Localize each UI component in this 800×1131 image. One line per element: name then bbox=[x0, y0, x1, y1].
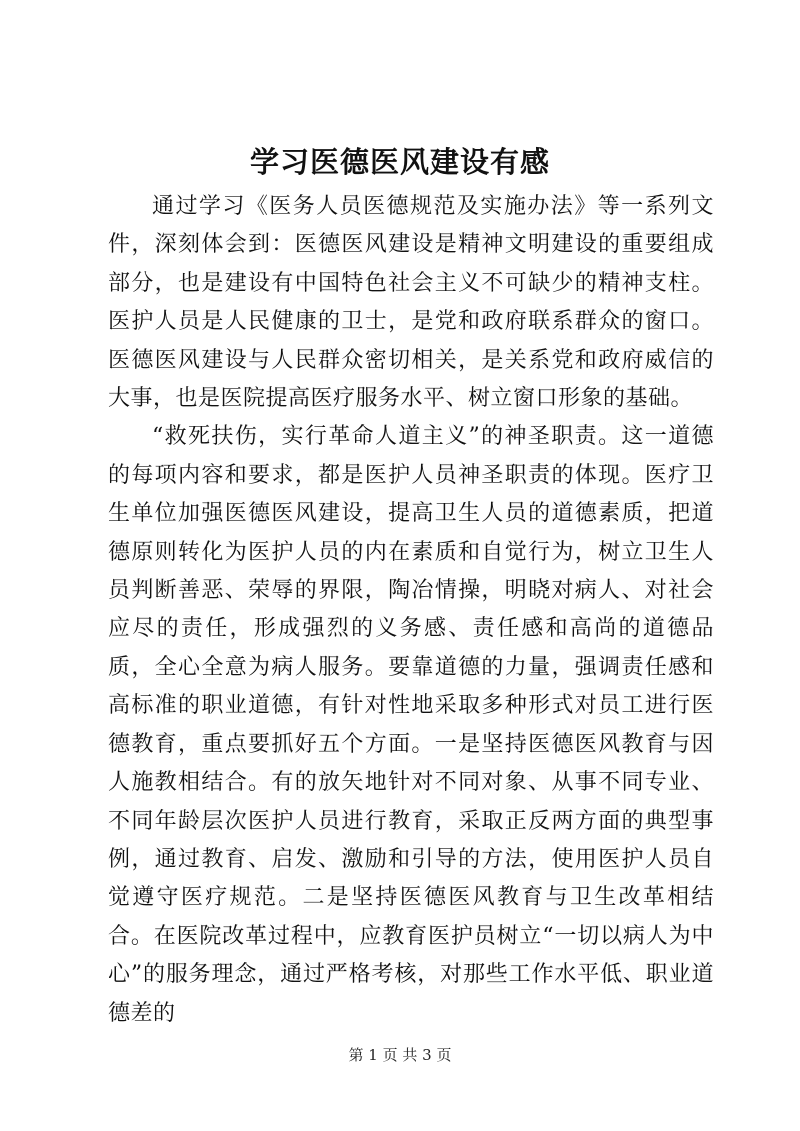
paragraph-1: 通过学习《医务人员医德规范及实施办法》等一系列文件，深刻体会到：医德医风建设是精神文明建设的重要组成部分，也是建设有中国特色社会主义不可缺少的精神支柱。医护人员是人民健康的卫士，是党和政府联系群众的窗口。医德医风建设与人民群众密切相关，是关系党和政府威信的大事，也是医院提高医疗服务水平、树立窗口形象的基础。 bbox=[108, 194, 714, 412]
page-number-label: 第 1 页 共 3 页 bbox=[348, 1046, 452, 1064]
document-body bbox=[108, 188, 714, 1033]
document-title: 学习医德医风建设有感 bbox=[249, 145, 550, 179]
paragraph-2: “救死扶伤，实行革命人道主义”的神圣职责。这一道德的每项内容和要求，都是医护人员神圣职责的体现。医疗卫生单位加强医德医风建设，提高卫生人员的道德素质，把道德原则转化为医护人员的内在素质和自觉行为，树立卫生人员判断善恶、荣辱的界限，陶冶情操，明晓对病人、对社会应尽的责任，形成强烈的义务感、责任感和高尚的道德品质，全心全意为病人服务。要靠道德的力量，强调责任感和高标准的职业道德，有针对性地采取多种形式对员工进行医德教育，重点要抓好五个方面。一是坚持医德医风教育与因人施教相结合。有的放矢地针对不同对象、从事不同专业、不同年龄层次医护人员进行教育，采取正反两方面的典型事例，通过教育、启发、激励和引导的方法，使用医护人员自觉遵守医疗规范。二是坚持医德医风教育与卫生改革相结合。在医院改革过程中，应教育医护员树立“一切以病人为中心”的服务理念，通过严格考核，对那些工作水平低、职业道德差的 bbox=[108, 424, 714, 1026]
page-footer bbox=[0, 1044, 800, 1065]
